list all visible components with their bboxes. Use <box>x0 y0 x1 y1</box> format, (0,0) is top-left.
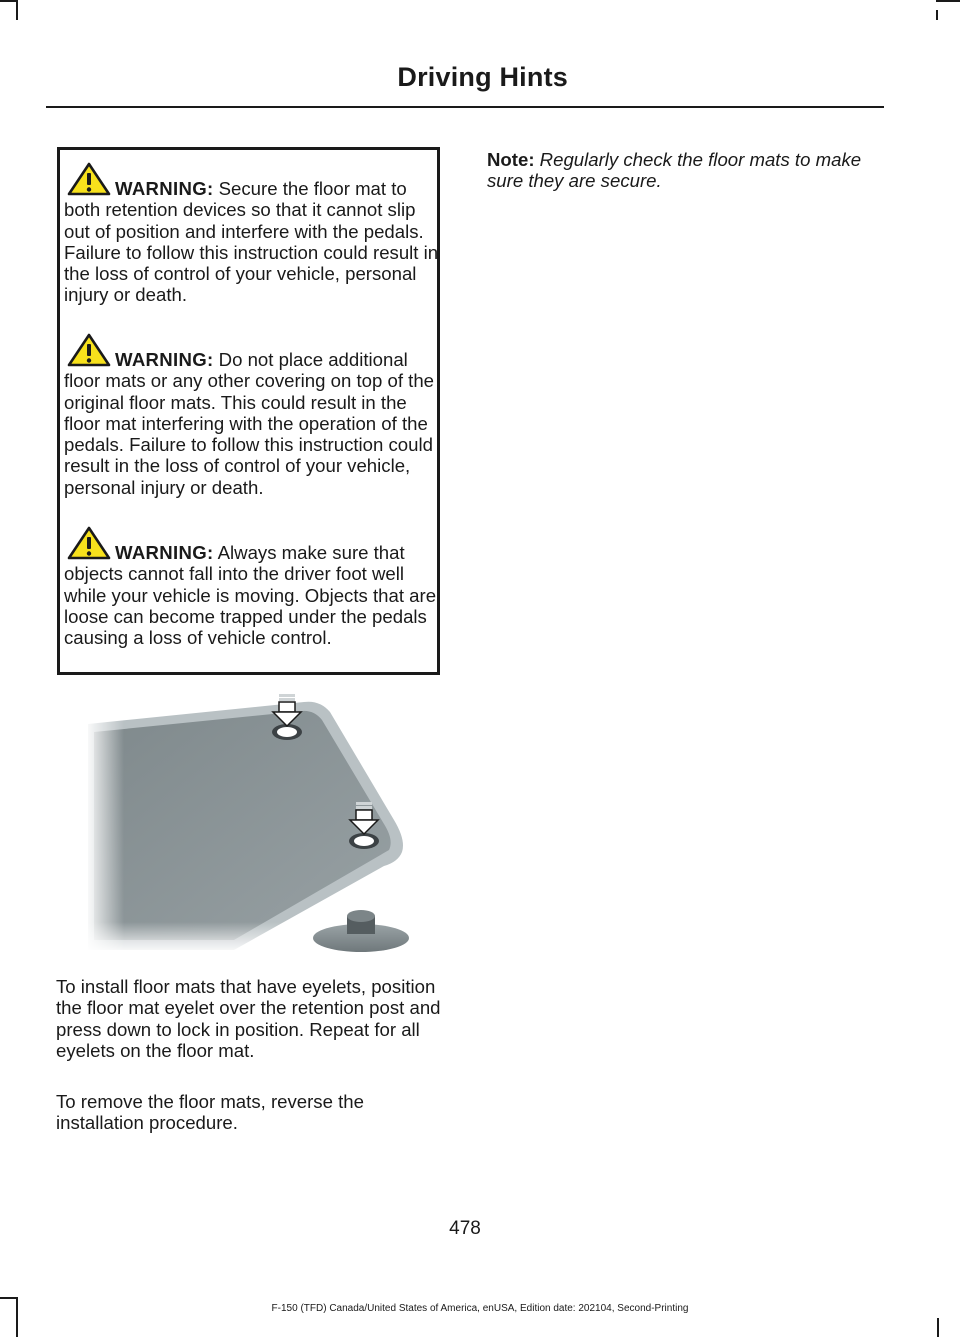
warning-label: WARNING: <box>115 178 214 199</box>
warning-triangle-icon <box>67 162 111 196</box>
header-divider <box>46 106 884 108</box>
warning-triangle-icon <box>67 333 111 367</box>
warning-triangle-icon <box>67 526 111 560</box>
note <box>487 149 867 192</box>
remove-instructions: To remove the floor mats, reverse the installation procedure. <box>56 1091 364 1134</box>
warning-text: Do not place additional floor mats or any other covering on top of the original floor mats. This could result in the floor mat interfering with the operation of the pedals. Failure to follow this instruction could result in the loss of control of your vehicle, personal injury or death. <box>64 349 435 498</box>
crop-mark <box>16 0 18 20</box>
warning-text: Always make sure that objects cannot fall into the driver foot well while your vehicle is moving. Objects that are loose can become trapped under the pedals causing a loss of vehicle control. <box>64 542 437 649</box>
warning-label: WARNING: <box>115 542 214 563</box>
page-title: Driving Hints <box>397 62 568 92</box>
warning-label: WARNING: <box>115 349 214 370</box>
crop-mark <box>0 1297 18 1299</box>
warning-block <box>64 542 444 648</box>
warning-block <box>64 349 444 498</box>
crop-mark <box>937 1318 939 1337</box>
note-label: Note: <box>487 149 535 170</box>
floor-mat-illustration <box>84 692 424 954</box>
eyelet <box>349 833 379 849</box>
warning-box <box>57 147 440 675</box>
crop-mark <box>936 10 938 20</box>
crop-mark <box>936 0 960 2</box>
note-text: Regularly check the floor mats to make sure they are secure. <box>487 149 862 192</box>
edition-footer: F-150 (TFD) Canada/United States of America, enUSA, Edition date: 202104, Second-Printing <box>271 1303 689 1314</box>
page-number: 478 <box>449 1218 481 1239</box>
warning-text: Secure the floor mat to both retention devices so that it cannot slip out of position and interfere with the pedals. Failure to follow this instruction could result in the loss of control of your vehicle, personal injury or death. <box>64 178 439 306</box>
warning-block <box>64 178 444 306</box>
install-instructions: To install floor mats that have eyelets, position the floor mat eyelet over the retention post and press down to lock in position. Repeat for all eyelets on the floor mat. <box>56 976 441 1061</box>
retention-post <box>313 910 409 952</box>
